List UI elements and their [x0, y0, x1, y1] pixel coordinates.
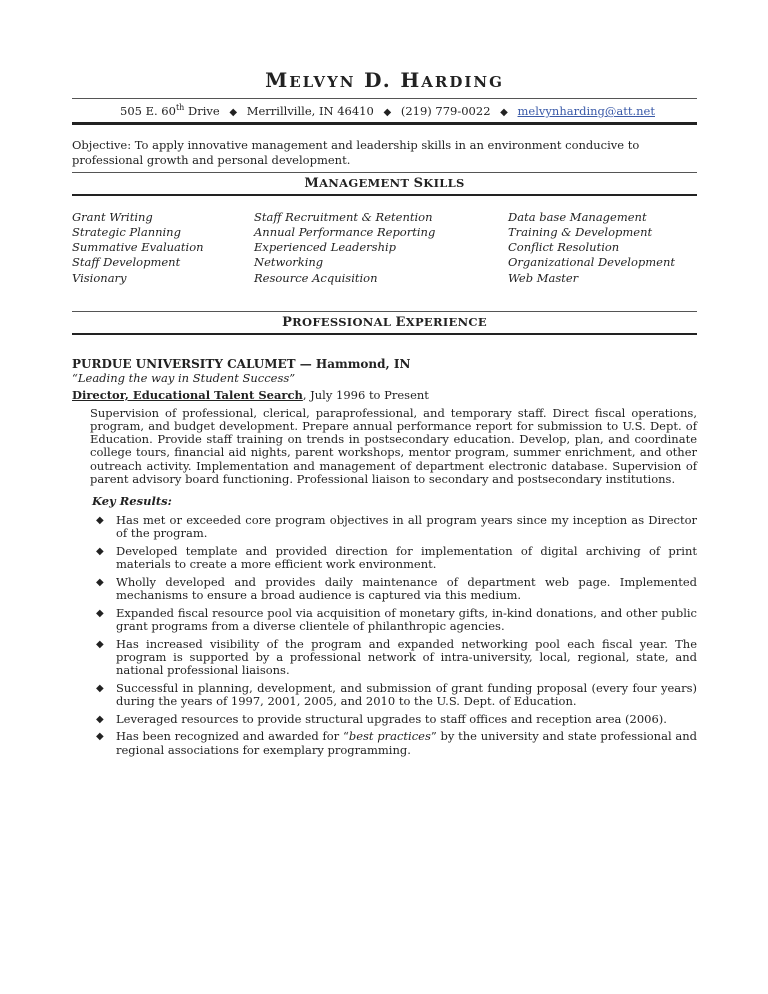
experience-heading: PROFESSIONAL EXPERIENCE: [282, 314, 487, 330]
skills-heading: MANAGEMENT SKILLS: [304, 175, 465, 191]
job-dates: , July 1996 to Present: [302, 387, 429, 402]
list-item: ◆ Has increased visibility of the program and expanded networking pool each fiscal year. The program is supported by a professional network of intra-university, local, regional, state, and national professional liaisons.: [96, 636, 697, 678]
skills-grid: [72, 210, 697, 286]
diamond-bullet-icon: ◆: [96, 638, 104, 650]
skills-column-3: [508, 210, 697, 286]
skill-item: Grant Writing: [72, 209, 153, 224]
list-item: ◆ Expanded fiscal resource pool via acquisition of monetary gifts, in-kind donations, and other public grant programs from a diverse clientele of philanthropic agencies.: [96, 605, 697, 633]
diamond-bullet-icon: ◆: [96, 713, 104, 725]
key-results-list: [96, 514, 697, 757]
skill-item: Web Master: [508, 270, 579, 285]
skill-item: Data base Management: [508, 209, 647, 224]
skill-item: Experienced Leadership: [254, 240, 397, 255]
diamond-bullet-icon: ◆: [96, 731, 104, 743]
skills-column-2: [254, 210, 508, 286]
key-results-label: Key Results:: [92, 494, 172, 509]
job-title-line: [72, 388, 697, 402]
candidate-name: MELVYN D. HARDING: [265, 68, 504, 92]
diamond-bullet-icon: ◆: [96, 545, 104, 557]
skill-item: Strategic Planning: [72, 225, 181, 240]
skill-item: Resource Acquisition: [254, 270, 378, 285]
diamond-bullet-icon: ◆: [96, 576, 104, 588]
list-item: ◆ Wholly developed and provides daily maintenance of department web page. Implemented mechanisms to ensure a broad audience is captured via this medium.: [96, 574, 697, 603]
skill-item: Staff Development: [72, 255, 181, 270]
list-item: ◆ Has met or exceeded core program objectives in all program years since my inception as Director of the program.: [96, 513, 697, 541]
skill-item: Training & Development: [508, 225, 653, 240]
contact-line: [72, 99, 697, 122]
resume-page: [72, 0, 697, 761]
phone: (219) 779-0022: [400, 103, 491, 118]
diamond-bullet-icon: ◆: [96, 515, 104, 527]
city: Merrillville, IN 46410: [246, 103, 374, 118]
header-divider-bottom: [72, 122, 697, 125]
skill-item: Organizational Development: [508, 255, 675, 270]
diamond-bullet-icon: ◆: [383, 106, 392, 118]
skill-item: Staff Recruitment & Retention: [254, 209, 433, 224]
objective: Objective: To apply innovative management and leadership skills in an environment conducive to professional growth and personal development.: [72, 137, 640, 167]
skills-column-1: [72, 210, 254, 286]
list-item: ◆ Leveraged resources to provide structural upgrades to staff offices and reception area (2006).: [96, 711, 667, 726]
diamond-bullet-icon: ◆: [500, 106, 508, 118]
job-description: Supervision of professional, clerical, paraprofessional, and temporary staff. Direct fiscal operations, program, and budget development. Prepare annual performance report for submission to U.S. Dept. of Education. Provide staff training on trends in postsecondary education. Develop, plan, and coordinate college tours, financial aid nights, parent workshops, mentor program, summer enrichment, and other outreach activity. Implementation and management of department electronic database. Supervision of parent advisory board functioning. Professional liaison to secondary and postsecondary institutions.: [90, 405, 697, 486]
skill-item: Summative Evaluation: [72, 240, 204, 255]
list-item: ◆ Developed template and provided direction for implementation of digital archiving of print materials to create a more efficient work environment.: [96, 543, 697, 572]
organization-name: PURDUE UNIVERSITY CALUMET — Hammond, IN: [72, 356, 411, 371]
diamond-bullet-icon: ◆: [96, 607, 104, 619]
skill-item: Networking: [254, 255, 324, 270]
diamond-bullet-icon: ◆: [96, 682, 104, 694]
address: 505 E. 60th Drive: [120, 103, 220, 118]
experience-divider-bottom: [72, 333, 697, 335]
skill-item: Conflict Resolution: [508, 240, 620, 255]
list-item: ◆ Has been recognized and awarded for “best practices” by the university and state professional and regional associations for exemplary programming.: [96, 729, 698, 757]
list-item: ◆ Successful in planning, development, and submission of grant funding proposal (every four years) during the years of 1997, 2001, 2005, and 2010 to the U.S. Dept. of Education.: [96, 680, 697, 708]
organization-motto: “Leading the way in Student Success”: [72, 370, 296, 385]
job-title: Director, Educational Talent Search: [72, 387, 303, 402]
skill-item: Visionary: [72, 270, 127, 285]
skill-item: Annual Performance Reporting: [254, 225, 436, 240]
diamond-bullet-icon: ◆: [229, 106, 238, 118]
skills-divider-bottom: [72, 194, 697, 196]
email-link[interactable]: melvynharding@att.net: [517, 103, 655, 118]
